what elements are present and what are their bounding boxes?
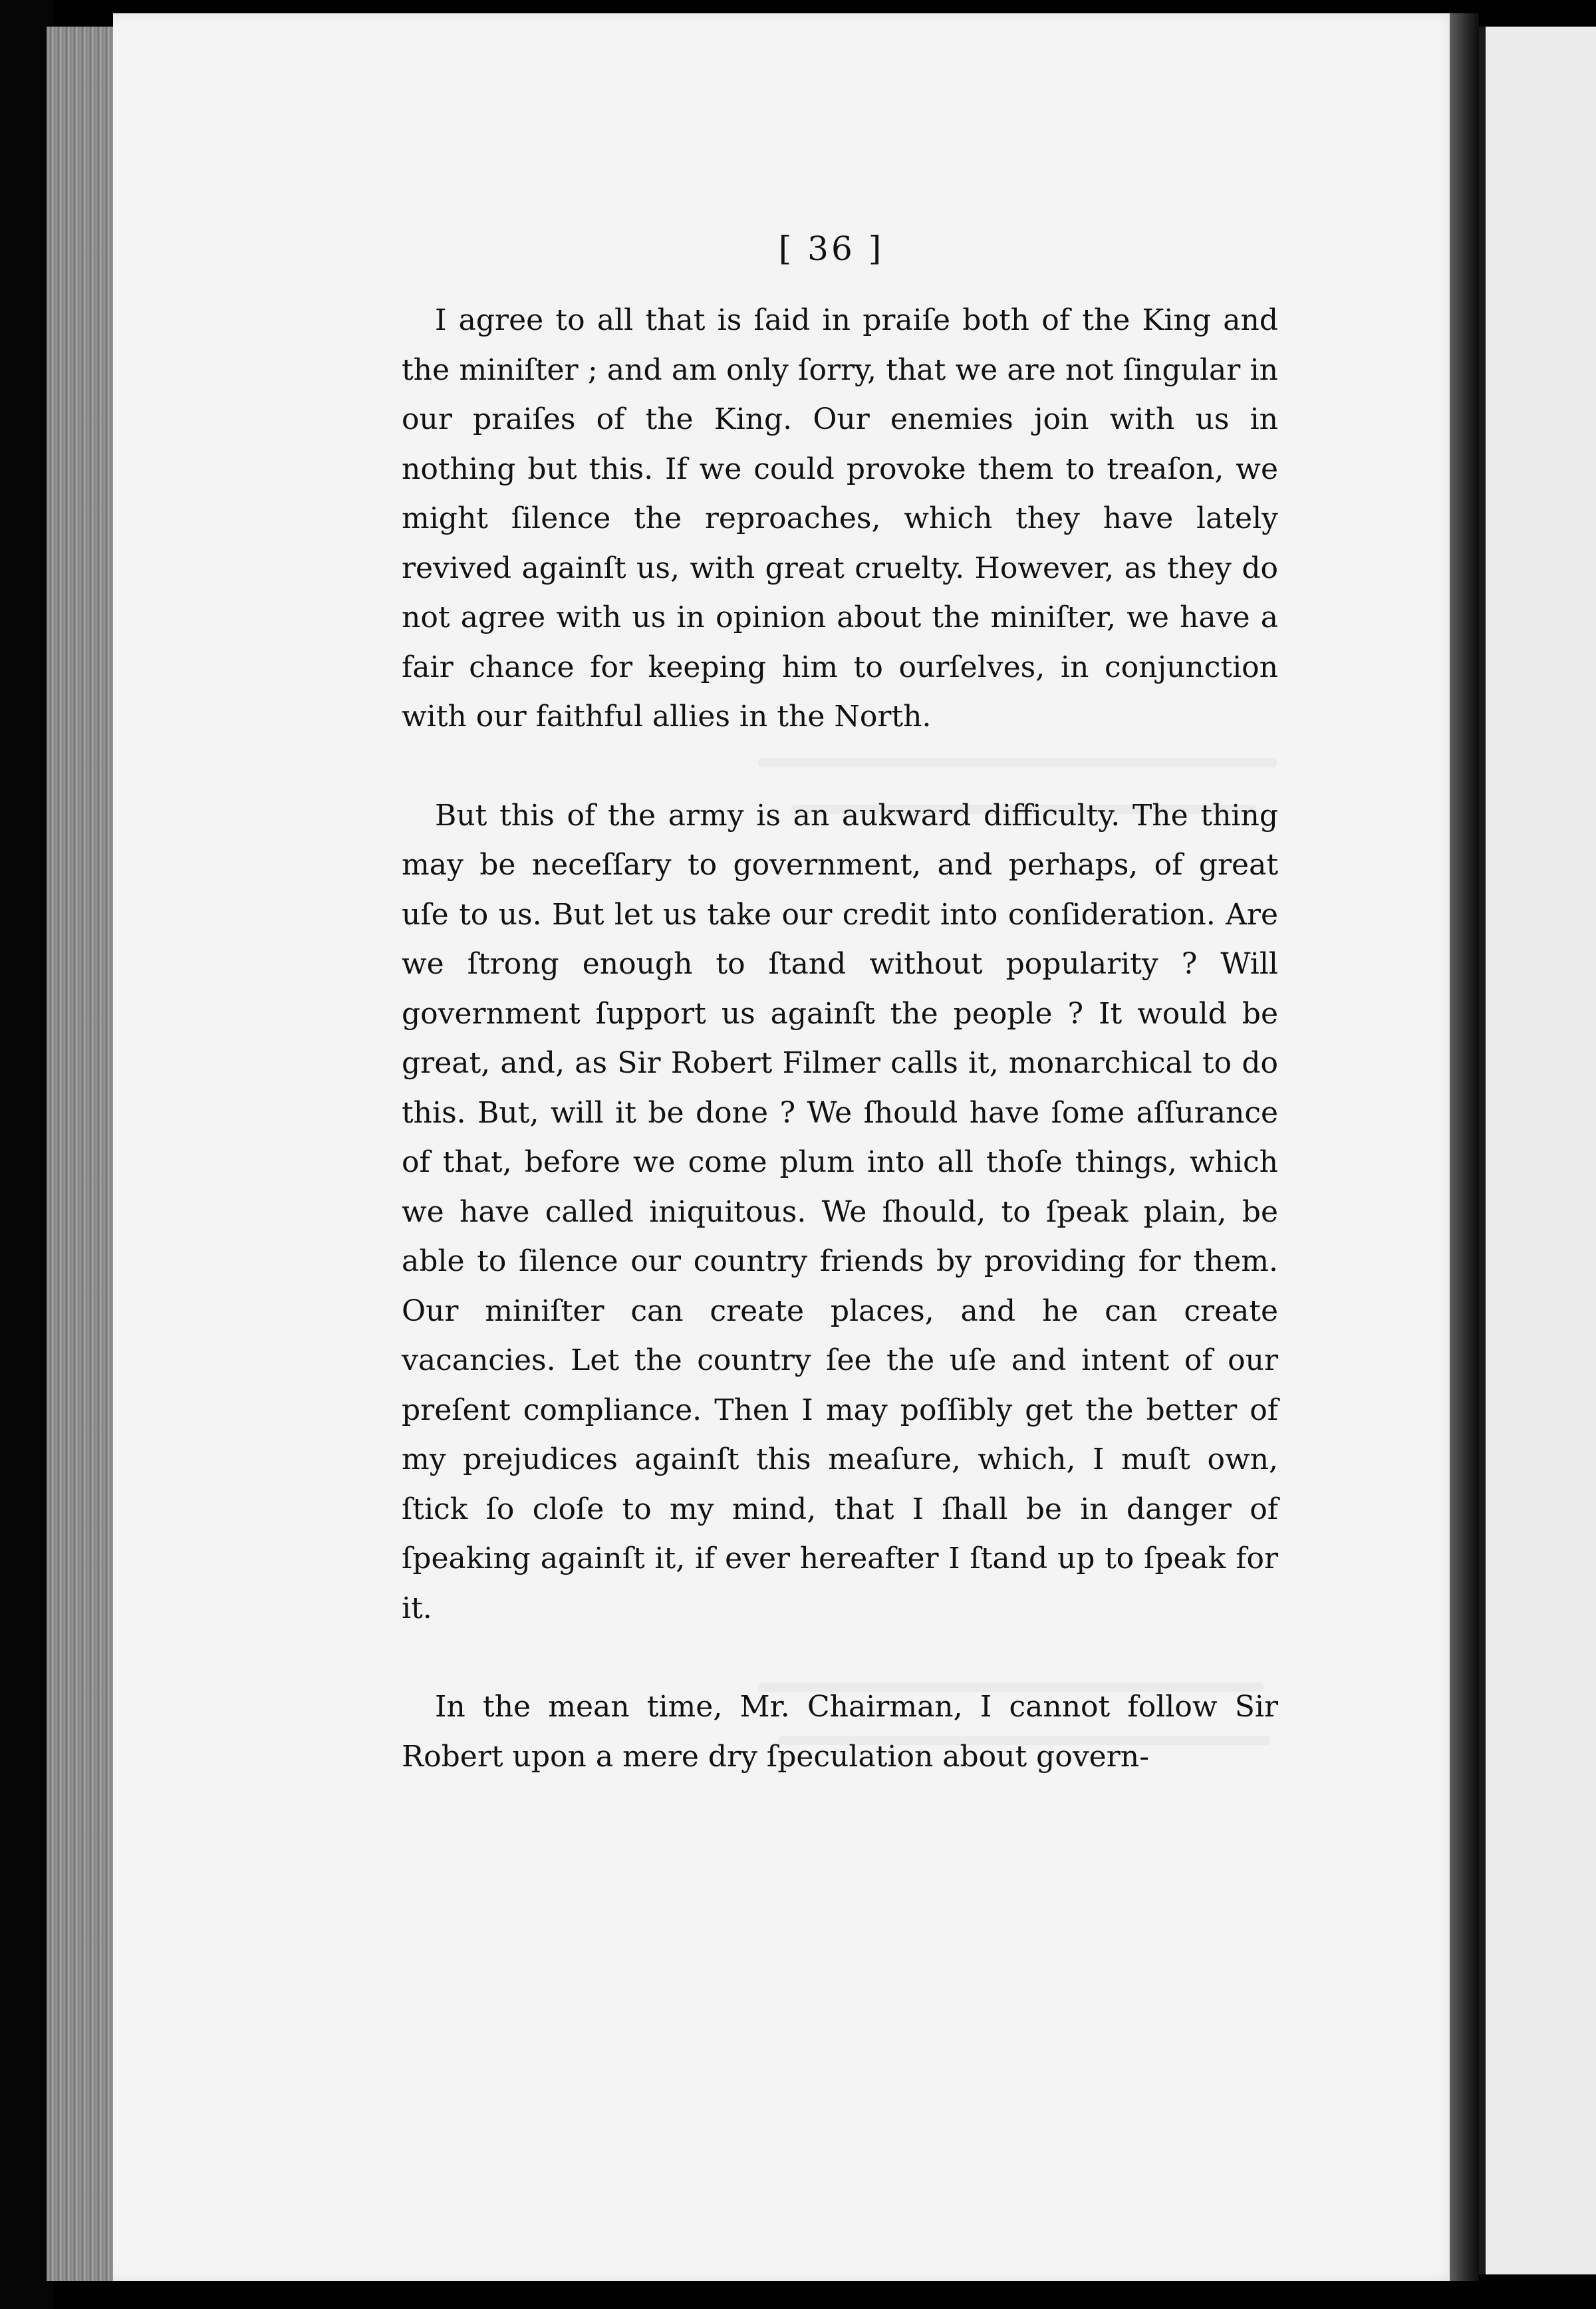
page-number: [ 36 ] [778, 229, 884, 268]
book-binding [0, 0, 53, 2309]
paragraph: In the mean time, Mr. Chairman, I cannot follow Sir Robert upon a mere dry ſpeculation about govern- [402, 1690, 1278, 1774]
paragraph: I agree to all that is ſaid in praiſe both of the King and the miniſter ; and am only ſorry, that we are not ſingular in our praiſes of the King. Our enemies join with us in nothing but this. If we could provoke them to treaſon, we might ſilence the reproaches, which they have lately revived againſt us, with great cruelty. However, as they do not agree with us in opinion about the miniſter, we have a fair chance for keeping him to ourſelves, in conjunction with our faithful allies in the North. [402, 303, 1278, 734]
paragraph: But this of the army is an aukward difficulty. The thing may be neceſſary to government, and perhaps, of great uſe to us. But let us take our credit into conſideration. Are we ſtrong enough to ſtand without popularity ? Will government ſupport us againſt the people ? It would be great, and, as Sir Robert Filmer calls it, monarchical to do this. But, will it be done ? We ſhould have ſome aſſurance of that, before we come plum into all thoſe things, which we have called iniquitous. We ſhould, to ſpeak plain, be able to ſilence our country friends by providing for them. Our miniſter can create places, and he can create vacancies. Let the country ſee the uſe and intent of our preſent compliance. Then I may poſſibly get the better of my prejudices againſt this meaſure, which, I muſt own, ſtick ſo cloſe to my mind, that I ſhall be in danger of ſpeaking againſt it, if ever hereafter I ſtand up to ſpeak for it. [402, 798, 1278, 1625]
adjacent-page-edge [1479, 27, 1486, 2274]
page-gutter-shadow [1450, 13, 1479, 2281]
adjacent-page [1479, 27, 1596, 2274]
body-text [402, 296, 1278, 1782]
